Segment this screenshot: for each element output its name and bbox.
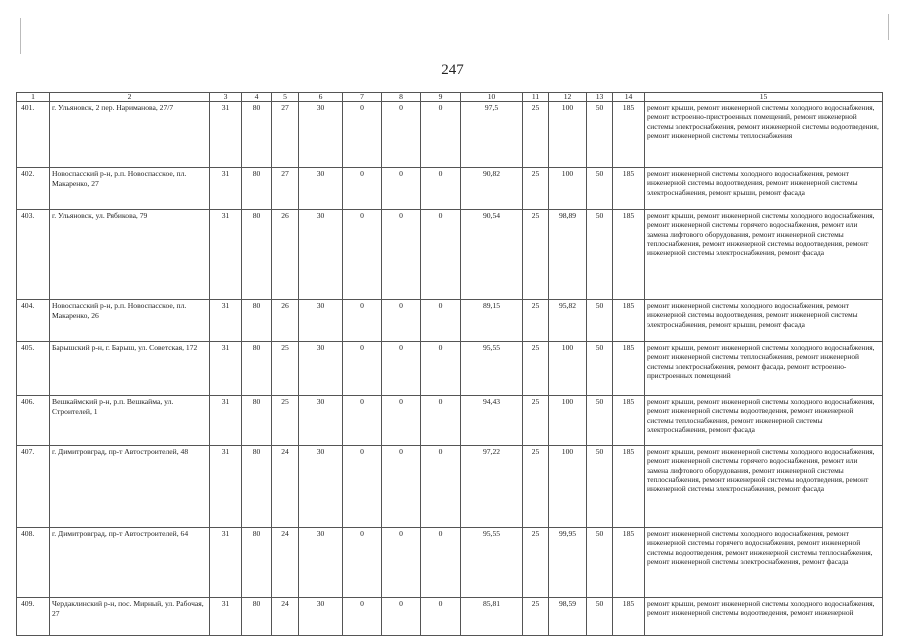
value-cell: 0 bbox=[421, 396, 461, 446]
scan-mark-left bbox=[20, 18, 21, 54]
value-cell: 95,55 bbox=[461, 342, 523, 396]
value-cell: 95,55 bbox=[461, 528, 523, 598]
address-cell: Вешкаймский р-н, р.п. Вешкайма, ул. Строителей, 1 bbox=[50, 396, 210, 446]
value-cell: 0 bbox=[382, 342, 421, 396]
address-cell: Чердаклинский р-н, пос. Мирный, ул. Рабочая, 27 bbox=[50, 598, 210, 636]
row-number: 408. bbox=[17, 528, 50, 598]
value-cell: 0 bbox=[343, 102, 382, 168]
value-cell: 94,43 bbox=[461, 396, 523, 446]
column-header: 12 bbox=[549, 93, 587, 102]
value-cell: 25 bbox=[272, 396, 299, 446]
value-cell: 90,82 bbox=[461, 168, 523, 210]
value-cell: 0 bbox=[421, 102, 461, 168]
row-number: 401. bbox=[17, 102, 50, 168]
value-cell: 80 bbox=[242, 598, 272, 636]
value-cell: 0 bbox=[421, 528, 461, 598]
value-cell: 0 bbox=[421, 210, 461, 300]
works-description-cell: ремонт крыши, ремонт инженерной системы холодного водоснабжения, ремонт инженерной системы водоотведения, ремонт инженерной системы теплоснабжения, ремонт инженерной системы электроснабжения, ремонт фасада bbox=[645, 396, 883, 446]
value-cell: 30 bbox=[299, 396, 343, 446]
row-number: 403. bbox=[17, 210, 50, 300]
value-cell: 185 bbox=[613, 300, 645, 342]
value-cell: 80 bbox=[242, 210, 272, 300]
column-header: 2 bbox=[50, 93, 210, 102]
table-row bbox=[17, 598, 883, 636]
value-cell: 30 bbox=[299, 446, 343, 528]
value-cell: 30 bbox=[299, 300, 343, 342]
value-cell: 0 bbox=[421, 598, 461, 636]
works-description-cell: ремонт крыши, ремонт инженерной системы холодного водоснабжения, ремонт инженерной системы горячего водоснабжения, ремонт или замена лифтового оборудования, ремонт инженерной системы теплоснабжения, ремонт инженерной системы водоотведения, ремонт инженерной системы электроснабжения, ремонт фасада bbox=[645, 210, 883, 300]
table-row bbox=[17, 210, 883, 300]
value-cell: 31 bbox=[210, 210, 242, 300]
value-cell: 98,89 bbox=[549, 210, 587, 300]
value-cell: 0 bbox=[421, 168, 461, 210]
value-cell: 80 bbox=[242, 168, 272, 210]
value-cell: 100 bbox=[549, 342, 587, 396]
address-cell: г. Ульяновск, ул. Рябикова, 79 bbox=[50, 210, 210, 300]
value-cell: 30 bbox=[299, 528, 343, 598]
value-cell: 0 bbox=[382, 102, 421, 168]
value-cell: 31 bbox=[210, 446, 242, 528]
value-cell: 0 bbox=[343, 168, 382, 210]
address-cell: г. Димитровград, пр-т Автостроителей, 48 bbox=[50, 446, 210, 528]
value-cell: 25 bbox=[523, 528, 549, 598]
value-cell: 27 bbox=[272, 168, 299, 210]
value-cell: 50 bbox=[587, 446, 613, 528]
column-header: 3 bbox=[210, 93, 242, 102]
value-cell: 31 bbox=[210, 168, 242, 210]
value-cell: 0 bbox=[343, 446, 382, 528]
value-cell: 25 bbox=[272, 342, 299, 396]
table-row bbox=[17, 342, 883, 396]
value-cell: 80 bbox=[242, 342, 272, 396]
value-cell: 30 bbox=[299, 102, 343, 168]
value-cell: 100 bbox=[549, 102, 587, 168]
value-cell: 26 bbox=[272, 300, 299, 342]
value-cell: 50 bbox=[587, 168, 613, 210]
table-row bbox=[17, 102, 883, 168]
value-cell: 100 bbox=[549, 168, 587, 210]
scan-mark-right bbox=[888, 14, 889, 40]
value-cell: 25 bbox=[523, 342, 549, 396]
value-cell: 0 bbox=[382, 598, 421, 636]
column-header: 7 bbox=[343, 93, 382, 102]
value-cell: 25 bbox=[523, 210, 549, 300]
value-cell: 0 bbox=[382, 300, 421, 342]
value-cell: 31 bbox=[210, 300, 242, 342]
row-number: 404. bbox=[17, 300, 50, 342]
value-cell: 0 bbox=[343, 342, 382, 396]
value-cell: 25 bbox=[523, 300, 549, 342]
row-number: 402. bbox=[17, 168, 50, 210]
value-cell: 0 bbox=[343, 396, 382, 446]
works-description-cell: ремонт инженерной системы холодного водоснабжения, ремонт инженерной системы горячего водоснабжения, ремонт инженерной системы водоотведения, ремонт инженерной системы теплоснабжения, ремонт инженерной системы электроснабжения, ремонт фасада bbox=[645, 528, 883, 598]
table-row bbox=[17, 528, 883, 598]
value-cell: 185 bbox=[613, 102, 645, 168]
row-number: 405. bbox=[17, 342, 50, 396]
value-cell: 31 bbox=[210, 102, 242, 168]
value-cell: 50 bbox=[587, 598, 613, 636]
value-cell: 50 bbox=[587, 342, 613, 396]
value-cell: 24 bbox=[272, 598, 299, 636]
value-cell: 0 bbox=[421, 342, 461, 396]
value-cell: 98,59 bbox=[549, 598, 587, 636]
page-number: 247 bbox=[441, 62, 464, 78]
value-cell: 31 bbox=[210, 342, 242, 396]
value-cell: 25 bbox=[523, 446, 549, 528]
address-cell: Новоспасский р-н, р.п. Новоспасское, пл. Макаренко, 27 bbox=[50, 168, 210, 210]
address-cell: г. Димитровград, пр-т Автостроителей, 64 bbox=[50, 528, 210, 598]
table-row bbox=[17, 396, 883, 446]
row-number: 406. bbox=[17, 396, 50, 446]
value-cell: 185 bbox=[613, 528, 645, 598]
value-cell: 95,82 bbox=[549, 300, 587, 342]
value-cell: 25 bbox=[523, 168, 549, 210]
address-cell: Новоспасский р-н, р.п. Новоспасское, пл. Макаренко, 26 bbox=[50, 300, 210, 342]
value-cell: 89,15 bbox=[461, 300, 523, 342]
row-number: 407. bbox=[17, 446, 50, 528]
column-header: 10 bbox=[461, 93, 523, 102]
value-cell: 0 bbox=[421, 446, 461, 528]
value-cell: 99,95 bbox=[549, 528, 587, 598]
value-cell: 185 bbox=[613, 396, 645, 446]
value-cell: 85,81 bbox=[461, 598, 523, 636]
value-cell: 0 bbox=[382, 528, 421, 598]
works-description-cell: ремонт крыши, ремонт инженерной системы холодного водоснабжения, ремонт инженерной системы горячего водоснабжения, ремонт или замена лифтового оборудования, ремонт инженерной системы теплоснабжения, ремонт инженерной системы водоотведения, ремонт инженерной системы электроснабжения, ремонт фасада bbox=[645, 446, 883, 528]
value-cell: 31 bbox=[210, 396, 242, 446]
table-row bbox=[17, 168, 883, 210]
value-cell: 24 bbox=[272, 528, 299, 598]
header-row bbox=[17, 93, 883, 102]
value-cell: 185 bbox=[613, 598, 645, 636]
value-cell: 25 bbox=[523, 396, 549, 446]
value-cell: 0 bbox=[382, 168, 421, 210]
column-header: 8 bbox=[382, 93, 421, 102]
value-cell: 100 bbox=[549, 396, 587, 446]
column-header: 11 bbox=[523, 93, 549, 102]
column-header: 6 bbox=[299, 93, 343, 102]
value-cell: 24 bbox=[272, 446, 299, 528]
housing-repair-table bbox=[16, 92, 883, 636]
value-cell: 50 bbox=[587, 396, 613, 446]
value-cell: 80 bbox=[242, 446, 272, 528]
value-cell: 0 bbox=[343, 300, 382, 342]
value-cell: 50 bbox=[587, 210, 613, 300]
value-cell: 185 bbox=[613, 168, 645, 210]
column-header: 5 bbox=[272, 93, 299, 102]
value-cell: 97,22 bbox=[461, 446, 523, 528]
value-cell: 185 bbox=[613, 342, 645, 396]
column-header: 9 bbox=[421, 93, 461, 102]
value-cell: 97,5 bbox=[461, 102, 523, 168]
value-cell: 30 bbox=[299, 168, 343, 210]
value-cell: 80 bbox=[242, 396, 272, 446]
value-cell: 0 bbox=[382, 396, 421, 446]
works-description-cell: ремонт крыши, ремонт инженерной системы холодного водоснабжения, ремонт инженерной системы водоотведения, ремонт инженерной bbox=[645, 598, 883, 636]
column-header: 14 bbox=[613, 93, 645, 102]
value-cell: 25 bbox=[523, 598, 549, 636]
value-cell: 0 bbox=[421, 300, 461, 342]
column-header: 13 bbox=[587, 93, 613, 102]
value-cell: 0 bbox=[382, 446, 421, 528]
value-cell: 80 bbox=[242, 300, 272, 342]
value-cell: 185 bbox=[613, 446, 645, 528]
value-cell: 25 bbox=[523, 102, 549, 168]
value-cell: 100 bbox=[549, 446, 587, 528]
value-cell: 26 bbox=[272, 210, 299, 300]
works-description-cell: ремонт инженерной системы холодного водоснабжения, ремонт инженерной системы водоотведения, ремонт инженерной системы электроснабжения, ремонт крыши, ремонт фасада bbox=[645, 300, 883, 342]
table-row bbox=[17, 446, 883, 528]
address-cell: Барышский р-н, г. Барыш, ул. Советская, 172 bbox=[50, 342, 210, 396]
value-cell: 0 bbox=[343, 598, 382, 636]
value-cell: 31 bbox=[210, 598, 242, 636]
address-cell: г. Ульяновск, 2 пер. Нариманова, 27/7 bbox=[50, 102, 210, 168]
value-cell: 185 bbox=[613, 210, 645, 300]
value-cell: 30 bbox=[299, 342, 343, 396]
table-header bbox=[17, 93, 883, 102]
value-cell: 30 bbox=[299, 598, 343, 636]
value-cell: 0 bbox=[343, 528, 382, 598]
value-cell: 80 bbox=[242, 102, 272, 168]
value-cell: 27 bbox=[272, 102, 299, 168]
table-body bbox=[17, 102, 883, 636]
column-header: 4 bbox=[242, 93, 272, 102]
value-cell: 50 bbox=[587, 102, 613, 168]
value-cell: 90,54 bbox=[461, 210, 523, 300]
works-description-cell: ремонт крыши, ремонт инженерной системы холодного водоснабжения, ремонт встроенно-пристроенных помещений, ремонт инженерной системы электроснабжения, ремонт инженерной системы водоотведения, ремонт инженерной системы теплоснабжения bbox=[645, 102, 883, 168]
works-description-cell: ремонт инженерной системы холодного водоснабжения, ремонт инженерной системы водоотведения, ремонт инженерной системы электроснабжения, ремонт крыши, ремонт фасада bbox=[645, 168, 883, 210]
column-header: 1 bbox=[17, 93, 50, 102]
value-cell: 0 bbox=[343, 210, 382, 300]
value-cell: 50 bbox=[587, 300, 613, 342]
works-description-cell: ремонт крыши, ремонт инженерной системы холодного водоснабжения, ремонт инженерной системы теплоснабжения, ремонт инженерной системы электроснабжения, ремонт фасада, ремонт встроенно-пристроенных помещений bbox=[645, 342, 883, 396]
value-cell: 80 bbox=[242, 528, 272, 598]
row-number: 409. bbox=[17, 598, 50, 636]
column-header: 15 bbox=[645, 93, 883, 102]
value-cell: 50 bbox=[587, 528, 613, 598]
value-cell: 30 bbox=[299, 210, 343, 300]
value-cell: 31 bbox=[210, 528, 242, 598]
value-cell: 0 bbox=[382, 210, 421, 300]
table-row bbox=[17, 300, 883, 342]
